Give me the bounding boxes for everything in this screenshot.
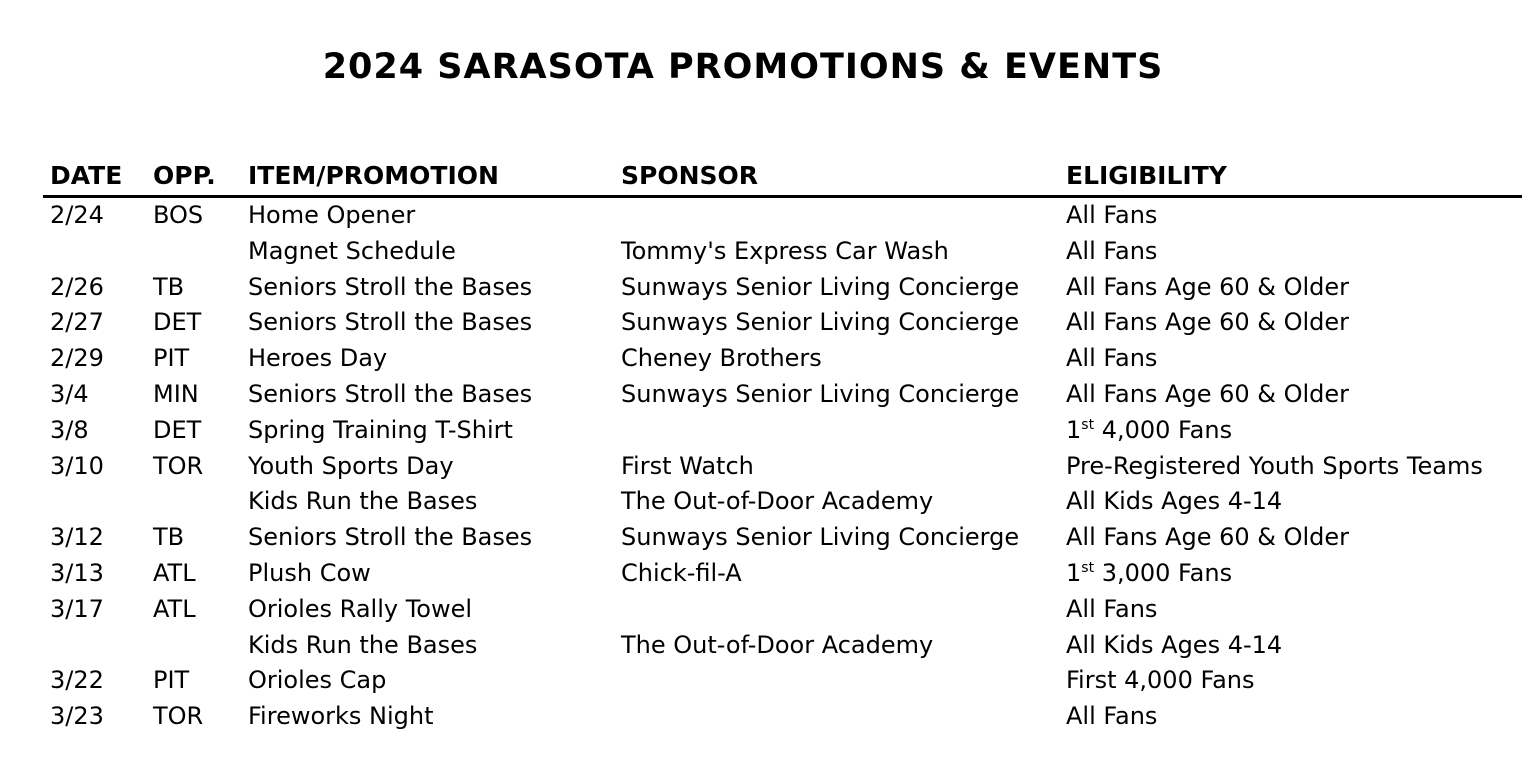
cell-eligibility: All Fans Age 60 & Older xyxy=(1066,523,1350,552)
cell-opponent: ATL xyxy=(153,558,196,587)
cell-eligibility: All Fans xyxy=(1066,594,1158,623)
cell-item: Spring Training T-Shirt xyxy=(248,415,513,444)
table-row xyxy=(0,592,1536,628)
cell-eligibility: All Fans xyxy=(1066,236,1158,265)
cell-date: 3/4 xyxy=(50,379,89,408)
cell-date: 2/27 xyxy=(50,308,104,337)
table-row xyxy=(0,484,1536,520)
cell-opponent: MIN xyxy=(153,379,199,408)
cell-sponsor: Sunways Senior Living Concierge xyxy=(621,272,1020,301)
table-row xyxy=(0,305,1536,341)
cell-item: Home Opener xyxy=(248,201,416,229)
table-row xyxy=(0,699,1536,735)
cell-sponsor: The Out-of-Door Academy xyxy=(621,487,934,516)
cell-item: Orioles Rally Towel xyxy=(248,594,473,623)
cell-item: Kids Run the Bases xyxy=(248,630,478,659)
eligibility-ordinal: 1 xyxy=(1066,558,1082,587)
cell-sponsor: Sunways Senior Living Concierge xyxy=(621,379,1020,408)
cell-item: Seniors Stroll the Bases xyxy=(248,308,533,337)
cell-eligibility: All Kids Ages 4-14 xyxy=(1066,630,1283,659)
table-row xyxy=(0,234,1536,270)
cell-item: Seniors Stroll the Bases xyxy=(248,379,533,408)
eligibility-ordinal-suffix: st xyxy=(1081,416,1095,433)
cell-opponent: TB xyxy=(153,523,185,552)
cell-date: 3/10 xyxy=(50,451,104,480)
table-row xyxy=(0,341,1536,377)
header-item-promotion: ITEM/PROMOTION xyxy=(248,161,499,190)
cell-sponsor: First Watch xyxy=(621,451,754,480)
cell-opponent: DET xyxy=(153,308,202,337)
cell-item: Youth Sports Day xyxy=(248,451,454,480)
cell-item: Magnet Schedule xyxy=(248,236,456,265)
cell-item: Orioles Cap xyxy=(248,666,387,695)
cell-opponent: ATL xyxy=(153,594,196,623)
cell-sponsor: The Out-of-Door Academy xyxy=(621,630,934,659)
cell-item: Seniors Stroll the Bases xyxy=(248,272,533,301)
table-row xyxy=(0,377,1536,413)
eligibility-text: 3,000 Fans xyxy=(1094,558,1233,587)
cell-eligibility: Pre-Registered Youth Sports Teams xyxy=(1066,451,1483,480)
cell-date: 2/26 xyxy=(50,272,104,301)
cell-item: Kids Run the Bases xyxy=(248,487,478,516)
header-sponsor: SPONSOR xyxy=(621,161,759,190)
cell-sponsor: Chick-fil-A xyxy=(621,558,742,587)
cell-sponsor: Tommy's Express Car Wash xyxy=(621,236,949,265)
cell-date: 3/12 xyxy=(50,523,104,552)
promotions-table-body xyxy=(0,198,1536,735)
cell-opponent: BOS xyxy=(153,201,204,229)
cell-date: 3/8 xyxy=(50,415,89,444)
cell-eligibility: All Fans Age 60 & Older xyxy=(1066,272,1350,301)
cell-eligibility: All Fans xyxy=(1066,344,1158,373)
cell-eligibility: All Fans Age 60 & Older xyxy=(1066,308,1350,337)
table-row xyxy=(0,198,1536,234)
table-header xyxy=(0,156,1536,196)
cell-date: 3/13 xyxy=(50,558,104,587)
cell-item: Heroes Day xyxy=(248,344,388,373)
table-row xyxy=(0,520,1536,556)
cell-date: 3/22 xyxy=(50,666,104,695)
cell-eligibility: All Fans xyxy=(1066,201,1158,229)
page-title: 2024 SARASOTA PROMOTIONS & EVENTS xyxy=(322,47,1164,87)
cell-item: Seniors Stroll the Bases xyxy=(248,523,533,552)
cell-sponsor: Cheney Brothers xyxy=(621,344,822,373)
cell-eligibility xyxy=(1066,556,1232,592)
cell-eligibility xyxy=(1066,413,1232,449)
header-eligibility: ELIGIBILITY xyxy=(1066,161,1227,190)
cell-item: Fireworks Night xyxy=(248,702,434,731)
cell-opponent: TB xyxy=(153,272,185,301)
cell-opponent: TOR xyxy=(153,702,204,731)
cell-eligibility: All Fans Age 60 & Older xyxy=(1066,379,1350,408)
cell-date: 2/29 xyxy=(50,344,104,373)
cell-eligibility: All Kids Ages 4-14 xyxy=(1066,487,1283,516)
cell-opponent: DET xyxy=(153,415,202,444)
cell-date: 3/23 xyxy=(50,702,104,731)
cell-sponsor: Sunways Senior Living Concierge xyxy=(621,308,1020,337)
eligibility-ordinal-suffix: st xyxy=(1081,559,1095,576)
table-row xyxy=(0,449,1536,485)
table-row xyxy=(0,270,1536,306)
cell-opponent: TOR xyxy=(153,451,204,480)
header-date: DATE xyxy=(50,161,123,190)
cell-sponsor: Sunways Senior Living Concierge xyxy=(621,523,1020,552)
cell-eligibility: All Fans xyxy=(1066,702,1158,731)
eligibility-text: 4,000 Fans xyxy=(1094,415,1233,444)
cell-date: 3/17 xyxy=(50,594,104,623)
cell-opponent: PIT xyxy=(153,344,190,373)
cell-date: 2/24 xyxy=(50,201,104,229)
table-row xyxy=(0,556,1536,592)
cell-eligibility: First 4,000 Fans xyxy=(1066,666,1255,695)
table-row xyxy=(0,628,1536,664)
table-row xyxy=(0,663,1536,699)
cell-opponent: PIT xyxy=(153,666,190,695)
table-row xyxy=(0,413,1536,449)
cell-item: Plush Cow xyxy=(248,558,371,587)
eligibility-ordinal: 1 xyxy=(1066,415,1082,444)
header-opponent: OPP. xyxy=(153,161,216,190)
